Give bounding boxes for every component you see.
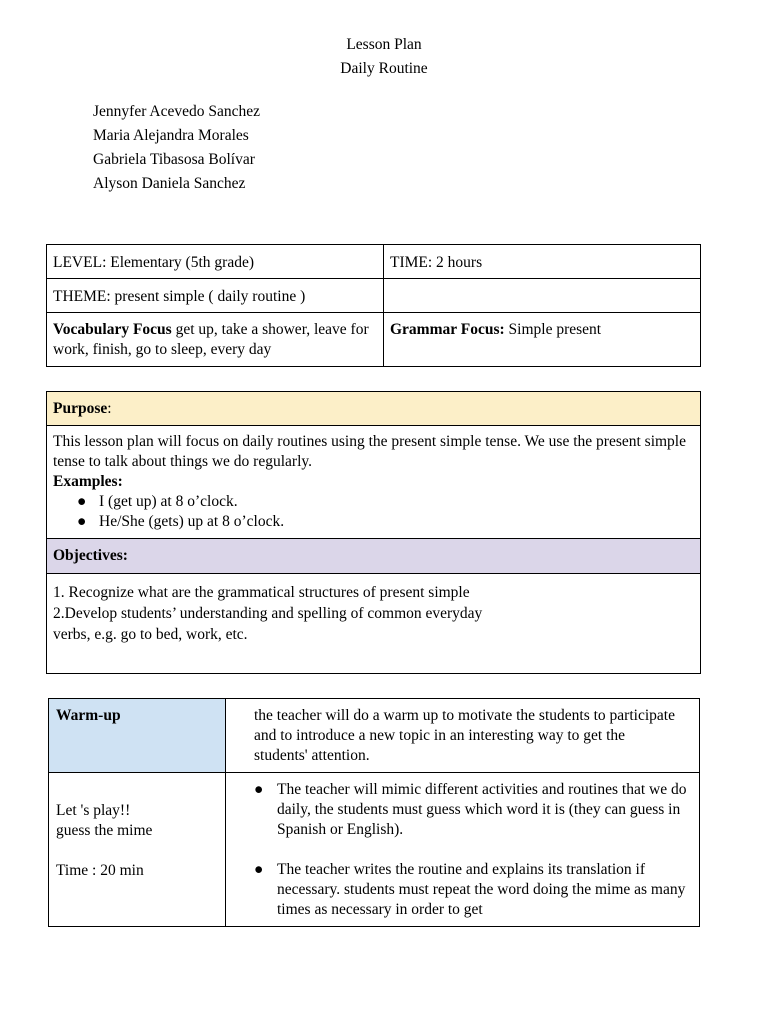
document-subtitle: Daily Routine xyxy=(340,60,428,77)
grammar-cell xyxy=(384,313,701,367)
activity-table xyxy=(48,698,700,927)
info-table xyxy=(46,244,701,367)
objectives-header xyxy=(47,539,701,574)
bullet-icon: ● xyxy=(254,781,264,798)
purpose-text: This lesson plan will focus on daily routines using the present simple tense. We use the present simple tense to talk about things we do regularly. xyxy=(53,433,686,470)
objectives-label: Objectives: xyxy=(53,547,128,564)
warmup-text: the teacher will do a warm up to motivate the students to participate and to introduce a new topic in an interesting way to get the students' attention. xyxy=(254,707,675,764)
example-text: I (get up) at 8 o’clock. xyxy=(99,493,238,510)
author-name: Maria Alejandra Morales xyxy=(93,127,249,144)
time-text: TIME: 2 hours xyxy=(390,254,483,271)
bullet-icon: ● xyxy=(77,493,87,510)
theme-text: THEME: present simple ( daily routine ) xyxy=(53,288,306,305)
author-name: Gabriela Tibasosa Bolívar xyxy=(93,151,255,168)
purpose-label: Purpose xyxy=(53,400,108,417)
objective-item: verbs, e.g. go to bed, work, etc. xyxy=(53,626,248,643)
document-title: Lesson Plan xyxy=(346,36,422,53)
step-text: The teacher will mimic different activities and routines that we do daily, the students must guess which word it is (they can guess in Spanish or English). xyxy=(277,781,687,838)
purpose-body xyxy=(47,426,701,539)
activity-subtitle: guess the mime xyxy=(56,822,153,839)
vocabulary-label: Vocabulary Focus xyxy=(53,321,172,338)
level-cell xyxy=(47,245,384,279)
activity-steps-cell xyxy=(226,773,700,927)
list-item xyxy=(254,860,693,920)
purpose-header xyxy=(47,392,701,426)
list-item xyxy=(53,492,694,512)
activity-title: Let 's play!! xyxy=(56,802,131,819)
examples-list xyxy=(53,492,694,532)
grammar-text: Simple present xyxy=(504,321,602,338)
list-item xyxy=(254,780,693,840)
objective-item: 1. Recognize what are the grammatical structures of present simple xyxy=(53,584,470,601)
warmup-description-cell xyxy=(226,699,700,773)
purpose-table xyxy=(46,391,701,674)
warmup-label-cell xyxy=(49,699,226,773)
objective-item: 2.Develop students’ understanding and spelling of common everyday xyxy=(53,605,483,622)
time-cell xyxy=(384,245,701,279)
empty-cell xyxy=(384,279,701,313)
vocabulary-cell xyxy=(47,313,384,367)
step-text: The teacher writes the routine and explains its translation if necessary. students must repeat the word doing the mime as many times as necessary in order to get xyxy=(277,861,686,918)
author-name: Alyson Daniela Sanchez xyxy=(93,175,246,192)
vocabulary-text: get up, take a shower, leave for work, finish, go to sleep, every day xyxy=(53,321,369,358)
objectives-body xyxy=(47,574,701,674)
example-text: He/She (gets) up at 8 o’clock. xyxy=(99,513,285,530)
warmup-label: Warm-up xyxy=(56,707,121,724)
level-text: LEVEL: Elementary (5th grade) xyxy=(53,254,254,271)
purpose-colon: : xyxy=(107,400,112,417)
bullet-icon: ● xyxy=(77,513,87,530)
theme-cell xyxy=(47,279,384,313)
author-name: Jennyfer Acevedo Sanchez xyxy=(93,103,260,120)
bullet-icon: ● xyxy=(254,861,264,878)
grammar-label: Grammar Focus: xyxy=(390,321,505,338)
activity-time: Time : 20 min xyxy=(56,862,144,879)
activity-info-cell xyxy=(49,773,226,927)
examples-label: Examples: xyxy=(53,473,123,490)
list-item xyxy=(53,512,694,532)
